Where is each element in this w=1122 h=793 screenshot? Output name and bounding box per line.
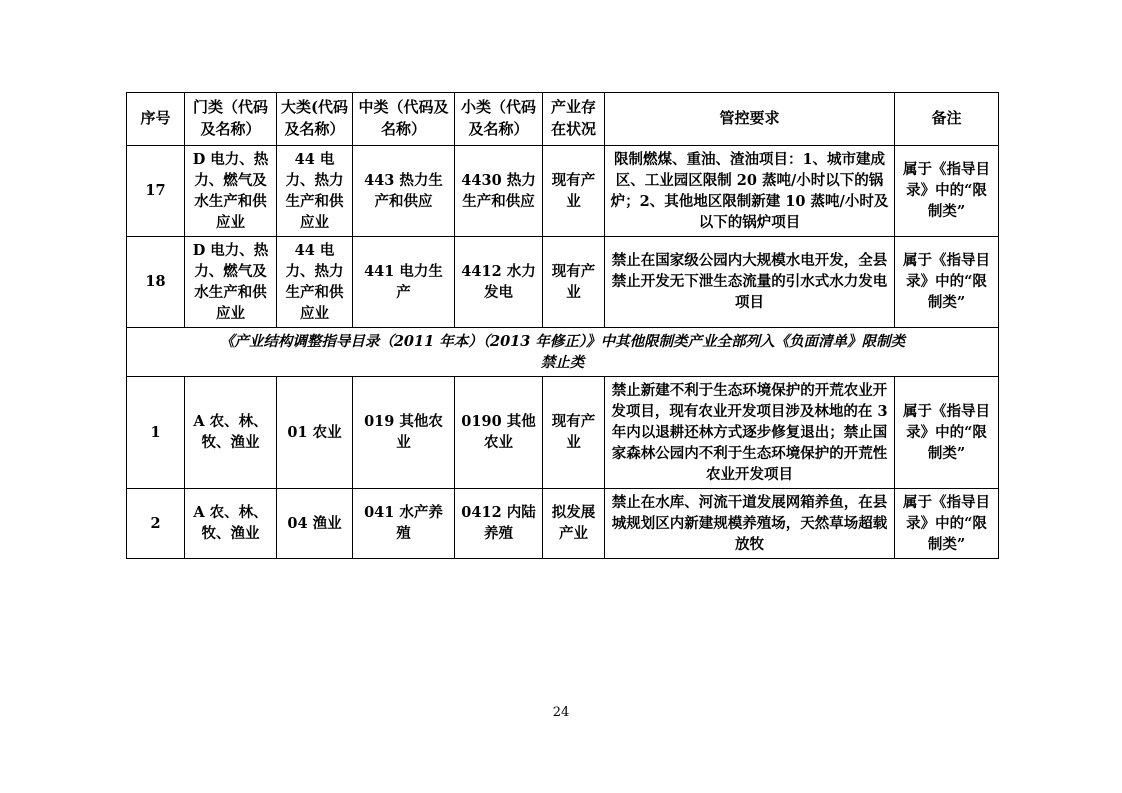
cell-note: 属于《指导目录》中的“限制类”	[895, 236, 999, 327]
table-spanning-note-row	[127, 327, 999, 376]
cell-status: 拟发展产业	[543, 488, 605, 558]
column-header-dalei: 大类(代码及名称）	[277, 93, 353, 146]
cell-menlei: D 电力、热力、燃气及水生产和供应业	[185, 236, 277, 327]
cell-note: 属于《指导目录》中的“限制类”	[895, 145, 999, 236]
cell-status: 现有产业	[543, 236, 605, 327]
cell-xiaolei: 4430 热力生产和供应	[455, 145, 543, 236]
cell-requirement: 禁止在水库、河流干道发展网箱养鱼，在县城规划区内新建规模养殖场，天然草场超载放牧	[605, 488, 895, 558]
table-row	[127, 236, 999, 327]
cell-xiaolei: 4412 水力发电	[455, 236, 543, 327]
cell-dalei: 04 渔业	[277, 488, 353, 558]
cell-seq: 1	[127, 376, 185, 488]
cell-zhonglei: 019 其他农业	[353, 376, 455, 488]
cell-note: 属于《指导目录》中的“限制类”	[895, 488, 999, 558]
cell-seq: 17	[127, 145, 185, 236]
cell-dalei: 44 电力、热力生产和供应业	[277, 145, 353, 236]
cell-menlei: A 农、林、牧、渔业	[185, 488, 277, 558]
page-number: 24	[552, 705, 570, 720]
cell-seq: 2	[127, 488, 185, 558]
cell-zhonglei: 041 水产养殖	[353, 488, 455, 558]
column-header-requirement: 管控要求	[605, 93, 895, 146]
cell-status: 现有产业	[543, 145, 605, 236]
cell-note: 属于《指导目录》中的“限制类”	[895, 376, 999, 488]
cell-zhonglei: 441 电力生产	[353, 236, 455, 327]
column-header-note: 备注	[895, 93, 999, 146]
table-header-row	[127, 93, 999, 146]
column-header-xiaolei: 小类（代码及名称）	[455, 93, 543, 146]
industry-control-table-wrapper	[126, 92, 998, 559]
table-row	[127, 488, 999, 558]
cell-status: 现有产业	[543, 376, 605, 488]
cell-requirement: 禁止新建不利于生态环境保护的开荒农业开发项目，现有农业开发项目涉及林地的在 3 年内以退耕还林方式逐步修复退出；禁止国家森林公园内不利于生态环境保护的开荒性农业开发项目	[605, 376, 895, 488]
table-row	[127, 376, 999, 488]
cell-requirement: 禁止在国家级公园内大规模水电开发，全县禁止开发无下泄生态流量的引水式水力发电项目	[605, 236, 895, 327]
column-header-seq: 序号	[127, 93, 185, 146]
spanning-note-line2: 禁止类	[540, 353, 585, 371]
table-row	[127, 145, 999, 236]
cell-seq: 18	[127, 236, 185, 327]
spanning-note-cell	[127, 327, 999, 376]
column-header-status: 产业存在状况	[543, 93, 605, 146]
cell-dalei: 44 电力、热力生产和供应业	[277, 236, 353, 327]
cell-xiaolei: 0412 内陆养殖	[455, 488, 543, 558]
cell-requirement: 限制燃煤、重油、渣油项目：1、城市建成区、工业园区限制 20 蒸吨/小时以下的锅炉；2、其他地区限制新建 10 蒸吨/小时及以下的锅炉项目	[605, 145, 895, 236]
column-header-menlei: 门类（代码及名称）	[185, 93, 277, 146]
cell-dalei: 01 农业	[277, 376, 353, 488]
cell-xiaolei: 0190 其他农业	[455, 376, 543, 488]
industry-control-table	[126, 92, 999, 559]
column-header-zhonglei: 中类（代码及名称）	[353, 93, 455, 146]
spanning-note-line1: 《产业结构调整指导目录（2011 年本）（2013 年修正）》中其他限制类产业全部列入《负面清单》限制类	[219, 332, 906, 350]
cell-zhonglei: 443 热力生产和供应	[353, 145, 455, 236]
cell-menlei: A 农、林、牧、渔业	[185, 376, 277, 488]
cell-menlei: D 电力、热力、燃气及水生产和供应业	[185, 145, 277, 236]
